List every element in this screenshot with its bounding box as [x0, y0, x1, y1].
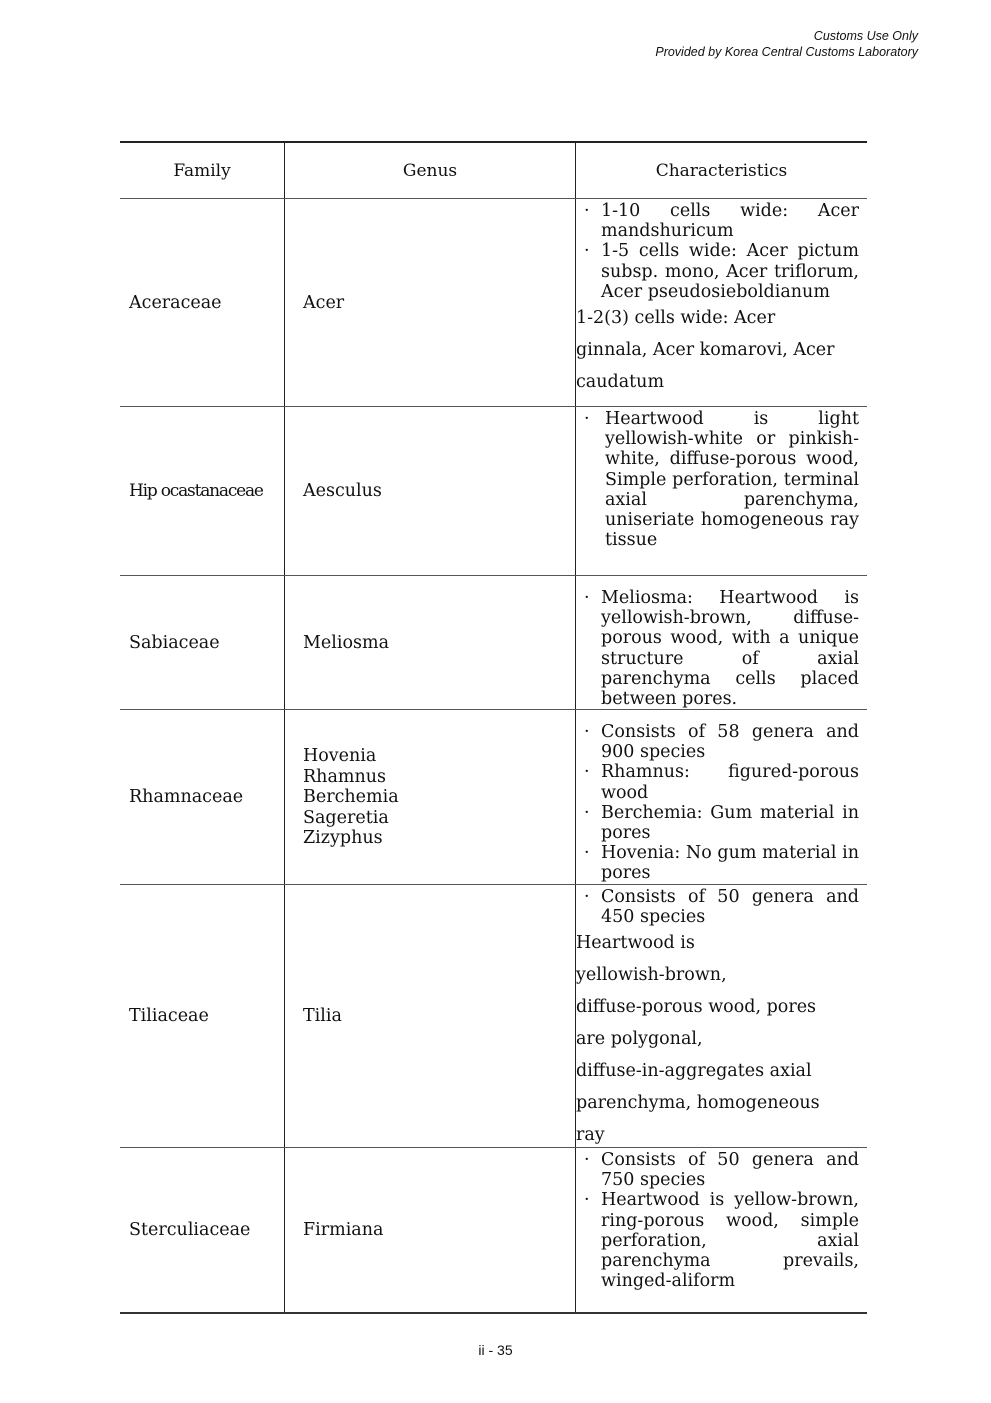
genus-name: Berchemia: [303, 786, 399, 807]
bullet-text: Rhamnus: figured-porous wood: [601, 762, 859, 803]
bullet-icon: ·: [584, 762, 590, 783]
characteristic-bullet: [576, 241, 859, 302]
family-cell: Sabiaceae: [129, 632, 220, 653]
genus-name: Meliosma: [303, 632, 390, 653]
genus-cell: [303, 292, 344, 313]
column-header-family: Family: [173, 160, 231, 181]
bullet-text: Consists of 50 genera and 750 species: [601, 1150, 859, 1191]
bullet-icon: ·: [584, 588, 590, 608]
genus-name: Rhamnus: [303, 766, 386, 787]
bullet-text: Heartwood is yellow-brown, ring-porous wood, simple perforation, axial parenchyma prevails, winged-aliform: [601, 1190, 859, 1292]
family-cell: Aceraceae: [129, 292, 222, 313]
bullet-icon: ·: [584, 409, 590, 429]
bullet-icon: ·: [584, 722, 590, 742]
wood-anatomy-table: [120, 141, 867, 1314]
characteristic-line: ray: [576, 1125, 605, 1146]
table-row: [120, 885, 867, 1148]
genus-name: Sageretia: [303, 807, 389, 828]
characteristic-line: ginnala, Acer komarovi, Acer: [576, 340, 835, 361]
genus-cell: [303, 1220, 383, 1241]
bullet-text: Hovenia: No gum material in pores: [601, 843, 859, 884]
genus-cell: [303, 632, 389, 653]
bullet-icon: ·: [584, 887, 590, 907]
genus-cell: [303, 481, 382, 502]
bullet-icon: ·: [584, 1150, 590, 1170]
table-row: [120, 1148, 867, 1312]
bullet-text: 1-5 cells wide: Acer pictum subsp. mono, Acer triflorum, Acer pseudosieboldianum: [601, 241, 859, 302]
characteristic-bullet: [576, 843, 859, 883]
table-row: [120, 199, 867, 407]
characteristics-cell: [576, 407, 867, 550]
characteristic-bullet: [576, 409, 859, 550]
bullet-icon: ·: [584, 201, 590, 221]
characteristics-cell: [576, 1148, 867, 1291]
characteristic-bullet: [576, 1190, 859, 1291]
characteristics-cell: [576, 710, 867, 884]
characteristic-bullet: [576, 762, 859, 802]
characteristic-line: yellowish-brown,: [576, 965, 727, 986]
genus-name: Hovenia: [303, 745, 377, 766]
table-row: [120, 576, 867, 710]
characteristic-bullet: [576, 201, 859, 241]
bullet-text: Consists of 58 genera and 900 species: [601, 722, 859, 763]
bullet-icon: ·: [584, 802, 590, 823]
characteristic-line: diffuse-porous wood, pores: [576, 997, 817, 1018]
family-cell: Hip ocastanaceae: [129, 480, 263, 501]
column-header-characteristics: Characteristics: [655, 160, 788, 181]
genus-name: Aesculus: [303, 480, 382, 501]
bullet-text: Berchemia: Gum material in pores: [601, 802, 859, 844]
table-row: [120, 710, 867, 885]
bullet-icon: ·: [584, 843, 590, 864]
bullet-text: Consists of 50 genera and 450 species: [601, 887, 859, 928]
characteristic-line: 1-2(3) cells wide: Acer: [576, 308, 776, 329]
header-line-2: Provided by Korea Central Customs Laboratory: [655, 45, 918, 59]
characteristic-bullet: [576, 722, 859, 762]
family-cell: Tiliaceae: [129, 1005, 209, 1026]
bullet-icon: ·: [584, 1190, 590, 1211]
characteristic-bullet: [576, 1150, 859, 1190]
bullet-text: 1-10 cells wide: Acer mandshuricum: [601, 201, 859, 242]
genus-name: Tilia: [303, 1005, 342, 1026]
characteristics-cell: [576, 576, 867, 709]
family-cell: Sterculiaceae: [129, 1219, 251, 1240]
genus-name: Firmiana: [303, 1219, 384, 1240]
genus-cell: [303, 1006, 342, 1027]
genus-cell: [303, 746, 399, 849]
table-header-row: [120, 143, 867, 199]
page-header: [655, 28, 918, 60]
table-row: [120, 407, 867, 576]
genus-name: Acer: [303, 292, 345, 313]
characteristic-line: Heartwood is: [576, 933, 695, 954]
characteristic-line: diffuse-in-aggregates axial: [576, 1061, 812, 1082]
characteristic-line: caudatum: [576, 372, 665, 393]
characteristic-line: parenchyma, homogeneous: [576, 1093, 820, 1114]
characteristics-cell: [576, 885, 867, 1151]
bullet-icon: ·: [584, 241, 590, 262]
characteristics-cell: [576, 199, 867, 398]
characteristic-bullet: [576, 803, 859, 843]
genus-name: Zizyphus: [303, 827, 383, 848]
characteristic-line: are polygonal,: [576, 1029, 703, 1050]
family-cell: Rhamnaceae: [129, 786, 244, 807]
characteristic-bullet: [576, 887, 859, 927]
bullet-text: Meliosma: Heartwood is yellowish-brown, diffuse-porous wood, with a unique structure of axial parenchyma cells placed between pores.: [601, 588, 859, 710]
header-line-1: Customs Use Only: [813, 29, 918, 43]
page-number: ii - 35: [478, 1342, 513, 1358]
characteristic-bullet: [576, 588, 859, 709]
bullet-text: Heartwood is light yellowish-white or pinkish-white, diffuse-porous wood, Simple perforation, terminal axial parenchyma, uniseriate homogeneous ray tissue: [605, 409, 859, 551]
column-header-genus: Genus: [402, 160, 458, 181]
